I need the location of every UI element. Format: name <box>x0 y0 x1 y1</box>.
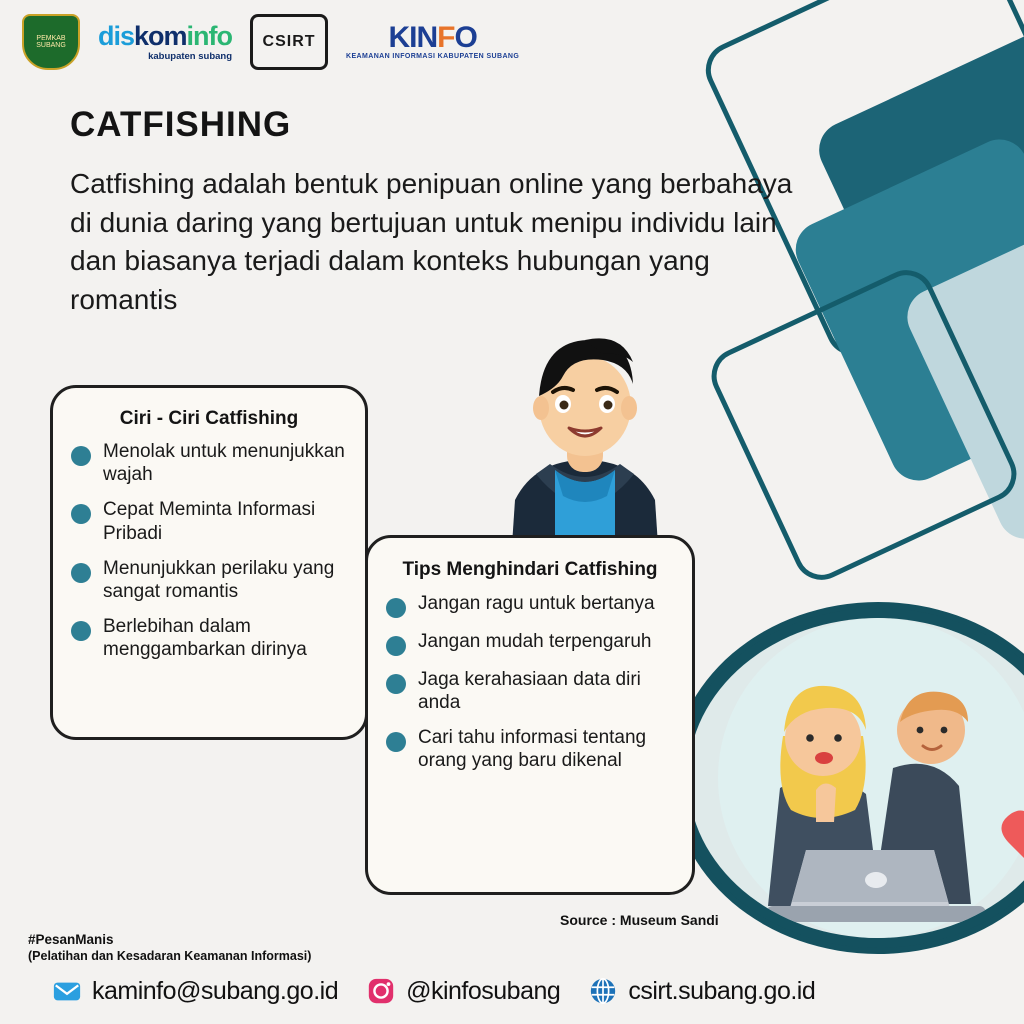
list-item <box>71 615 347 661</box>
source-credit: Source : Museum Sandi <box>560 912 719 928</box>
list-item-text: Jangan ragu untuk bertanya <box>418 592 655 614</box>
list-item-text: Jaga kerahasiaan data diri anda <box>418 668 641 713</box>
kinfo-logo-wordmark <box>388 21 477 55</box>
kinfo-logo-subtitle: KEAMANAN INFORMASI KABUPATEN SUBANG <box>346 52 520 60</box>
logo-row <box>22 14 519 70</box>
intro-paragraph: Catfishing adalah bentuk penipuan online yang berbahaya di dunia daring yang bertujuan untuk menipu individu lain dan biasanya terjadi dalam konteks hubungan yang romantis <box>70 168 793 315</box>
diskominfo-logo-wordmark <box>98 20 233 51</box>
kinfo-logo-f: F <box>437 21 455 55</box>
card-ciri-list <box>53 440 365 661</box>
csirt-logo-text: CSIRT <box>262 33 316 50</box>
pemkab-subang-logo <box>22 14 80 70</box>
kinfo-logo-o: O <box>454 21 477 55</box>
list-item-text: Berlebihan dalam menggambarkan dirinya <box>103 616 307 661</box>
instagram-icon <box>366 976 396 1006</box>
bullet-dot-icon <box>71 621 91 641</box>
couple-illustration <box>688 618 1024 938</box>
list-item-text: Jangan mudah terpengaruh <box>418 630 652 652</box>
list-item-text: Menunjukkan perilaku yang sangat romantis <box>103 557 335 602</box>
bullet-dot-icon <box>71 446 91 466</box>
csirt-logo <box>250 14 328 70</box>
list-item <box>386 630 674 656</box>
card-tips <box>365 535 695 895</box>
list-item <box>386 668 674 714</box>
bullet-dot-icon <box>71 563 91 583</box>
bullet-dot-icon <box>386 636 406 656</box>
bullet-dot-icon <box>386 598 406 618</box>
list-item <box>386 726 674 772</box>
bullet-dot-icon <box>386 732 406 752</box>
page-title: CATFISHING <box>70 105 292 144</box>
bullet-dot-icon <box>71 504 91 524</box>
list-item-text: Menolak untuk menunjukkan wajah <box>103 441 345 486</box>
globe-icon <box>588 976 618 1006</box>
campaign-hashtag <box>28 932 311 963</box>
instagram-handle[interactable]: @kinfosubang <box>406 976 561 1005</box>
diskominfo-logo-part2: kom <box>134 20 187 51</box>
diskominfo-logo <box>98 20 233 62</box>
kinfo-logo <box>346 21 520 60</box>
campaign-hashtag-subtitle: (Pelatihan dan Kesadaran Keamanan Informasi) <box>28 949 312 963</box>
pemkab-subang-logo-text: PEMKAB SUBANG <box>36 34 66 49</box>
bullet-dot-icon <box>386 674 406 694</box>
diskominfo-logo-part1: dis <box>98 20 135 51</box>
email-address[interactable]: kaminfo@subang.go.id <box>92 976 339 1005</box>
list-item <box>71 440 347 486</box>
card-tips-list <box>368 592 692 773</box>
campaign-hashtag-text: #PesanManis <box>28 932 114 947</box>
couple-photo-inner <box>688 618 1024 938</box>
kinfo-logo-in: IN <box>409 21 438 55</box>
contact-bar <box>52 976 815 1006</box>
email-icon <box>52 976 82 1006</box>
card-ciri-heading: Ciri - Ciri Catfishing <box>119 408 299 429</box>
list-item <box>71 498 347 544</box>
diskominfo-logo-part3: info <box>186 20 233 51</box>
list-item-text: Cari tahu informasi tentang orang yang baru dikenal <box>418 727 647 772</box>
website-url[interactable]: csirt.subang.go.id <box>628 976 816 1005</box>
card-tips-heading: Tips Menghindari Catfishing <box>402 559 658 580</box>
couple-photo-circle <box>672 602 1024 954</box>
list-item <box>71 557 347 603</box>
list-item <box>386 592 674 618</box>
diskominfo-logo-subtitle: kabupaten subang <box>148 50 233 62</box>
card-ciri-ciri <box>50 385 368 740</box>
list-item-text: Cepat Meminta Informasi Pribadi <box>103 499 316 544</box>
kinfo-logo-k: K <box>388 21 410 55</box>
